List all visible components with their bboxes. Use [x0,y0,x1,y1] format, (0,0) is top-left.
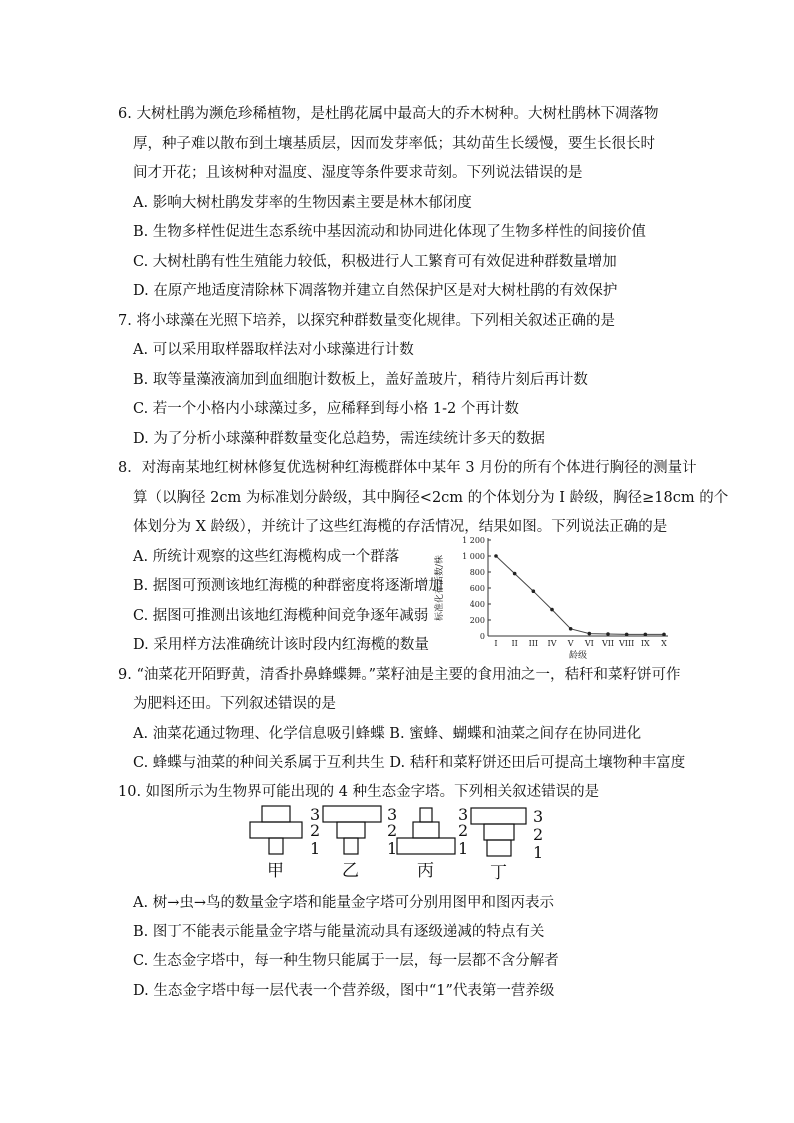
q7-option-c: C. 若一个小格内小球藻过多，应稀释到每小格 1-2 个再计数 [133,401,519,417]
q10-option-a: A. 树→虫→鸟的数量金字塔和能量金字塔可分别用图甲和图丙表示 [133,895,554,911]
pyramid-name-ding: 丁 [490,863,507,883]
data-point [662,633,666,637]
q10-option-d: D. 生态金字塔中每一层代表一个营养级，图中“1”代表第一营养级 [133,983,555,999]
pyramid-ding [471,808,526,856]
pyramid-bing-level-2: 2 [458,821,469,840]
y-tick-label: 400 [469,600,485,609]
data-point [532,589,536,593]
data-point [606,632,610,636]
q6-option-d: D. 在原产地适度清除林下凋落物并建立自然保护区是对大树杜鹃的有效保护 [133,283,618,299]
x-tick-label: VI [584,639,594,648]
x-tick-label: I [494,639,498,648]
pyramid-bing [397,808,455,854]
pyramid-name-yi: 乙 [342,861,359,881]
q8-option-a: A. 所统计观察的这些红海榄构成一个群落 [133,549,400,565]
pyramid-yi-level-1: 1 [387,839,398,858]
data-point [644,633,648,637]
x-tick-label: IV [547,639,557,648]
data-point [494,554,498,558]
q7-option-a: A. 可以采用取样器取样法对小球藻进行计数 [133,342,414,358]
q10-option-c: C. 生态金字塔中，每一种生物只能属于一层，每一层都不含分解者 [133,953,559,969]
data-point [588,632,592,636]
q9-stem-line-1: 9. “油菜花开陌野黄，清香扑鼻蜂蝶舞。”菜籽油是主要的食用油之一，秸秆和菜籽饼可作 [118,667,681,683]
q6-stem-line-2: 厚，种子难以散布到土壤基质层，因而发芽率低；其幼苗生长缓慢，要生长很长时 [133,136,655,152]
series-line [496,556,664,634]
q9-stem-line-2: 为肥料还田。下列叙述错误的是 [133,696,336,712]
q7-option-b: B. 取等量藻液滴加到血细胞计数板上，盖好盖玻片，稍待片刻后再计数 [133,372,588,388]
y-tick-label: 1 000 [462,552,485,561]
data-point [513,572,517,576]
x-tick-label: IX [640,639,650,648]
pyramid-yi-level-2: 2 [387,821,398,840]
x-tick-label: III [528,639,539,648]
q8-stem-line-2: 算（以胸径 2cm 为标准划分龄级，其中胸径<2cm 的个体划分为 I 龄级，胸径≥18cm 的个 [133,490,729,506]
pyramid-name-jia: 甲 [267,861,284,881]
y-tick-label: 1 200 [462,536,485,545]
q8-option-b: B. 据图可预测该地红海榄的种群密度将逐渐增加 [133,578,443,594]
pyramid-bing-level-1: 1 [458,839,469,858]
pyramid-jia [250,806,302,854]
pyramid-diagram [245,804,555,884]
pyramid-yi [323,806,381,854]
y-axis-label: 标准化存活数/株 [435,554,445,622]
data-point [550,608,554,612]
q6-option-b: B. 生物多样性促进生态系统中基因流动和协同进化体现了生物多样性的间接价值 [133,224,646,240]
x-tick-label: X [661,639,667,648]
x-tick-label: II [511,639,518,648]
q6-stem-line-3: 间才开花；且该树种对温度、湿度等条件要求苛刻。下列说法错误的是 [133,165,583,181]
q6-stem-line-1: 6. 大树杜鹃为濒危珍稀植物，是杜鹃花属中最高大的乔木树种。大树杜鹃林下凋落物 [118,106,659,122]
q8-stem-line-1: 8．对海南某地红树林修复优选树种红海榄群体中某年 3 月份的所有个体进行胸径的测量计 [118,460,697,476]
q8-stem-line-3: 体划分为 X 龄级），并统计了这些红海榄的存活情况，结果如图。下列说法正确的是 [133,519,668,535]
q8-option-c: C. 据图可推测出该地红海榄种间竞争逐年减弱 [133,608,429,624]
data-point [625,633,629,637]
pyramid-yi-level-3: 3 [387,805,398,824]
q10-stem-line-1: 10. 如图所示为生物界可能出现的 4 种生态金字塔。下列相关叙述错误的是 [118,784,600,800]
pyramid-name-bing: 丙 [417,861,434,881]
pyramid-jia-level-3: 3 [310,805,321,824]
q6-option-a: A. 影响大树杜鹃发芽率的生物因素主要是林木郁闭度 [133,195,472,211]
y-tick-label: 0 [479,632,485,641]
x-tick-label: VII [601,639,615,648]
pyramid-ding-level-3: 3 [533,807,544,826]
pyramid-jia-level-2: 2 [310,821,321,840]
pyramid-ding-level-2: 2 [533,825,544,844]
q9-options-cd: C. 蜂蝶与油菜的种间关系属于互利共生 D. 秸秆和菜籽饼还田后可提高土壤物种丰富度 [133,755,686,771]
q7-stem-line-1: 7. 将小球藻在光照下培养，以探究种群数量变化规律。下列相关叙述正确的是 [118,313,615,329]
pyramid-ding-level-1: 1 [533,843,544,862]
q9-options-ab: A. 油菜花通过物理、化学信息吸引蜂蝶 B. 蜜蜂、蝴蝶和油菜之间存在协同进化 [133,726,642,742]
q8-option-d: D. 采用样方法准确统计该时段内红海榄的数量 [133,637,429,653]
q10-option-b: B. 图丁不能表示能量金字塔与能量流动具有逐级递减的特点有关 [133,924,545,940]
q7-option-d: D. 为了分析小球藻种群数量变化总趋势，需连续统计多天的数据 [133,431,545,447]
x-tick-label: VIII [619,639,635,648]
survival-chart [428,532,678,662]
pyramid-jia-level-1: 1 [310,839,321,858]
x-tick-label: V [567,639,574,648]
q6-option-c: C. 大树杜鹃有性生殖能力较低，积极进行人工繁育可有效促进种群数量增加 [133,254,617,270]
y-tick-label: 800 [469,568,485,577]
data-point [569,627,573,631]
x-axis-label: 龄级 [568,651,588,661]
pyramid-bing-level-3: 3 [458,805,469,824]
y-tick-label: 600 [469,584,485,593]
y-tick-label: 200 [469,616,485,625]
